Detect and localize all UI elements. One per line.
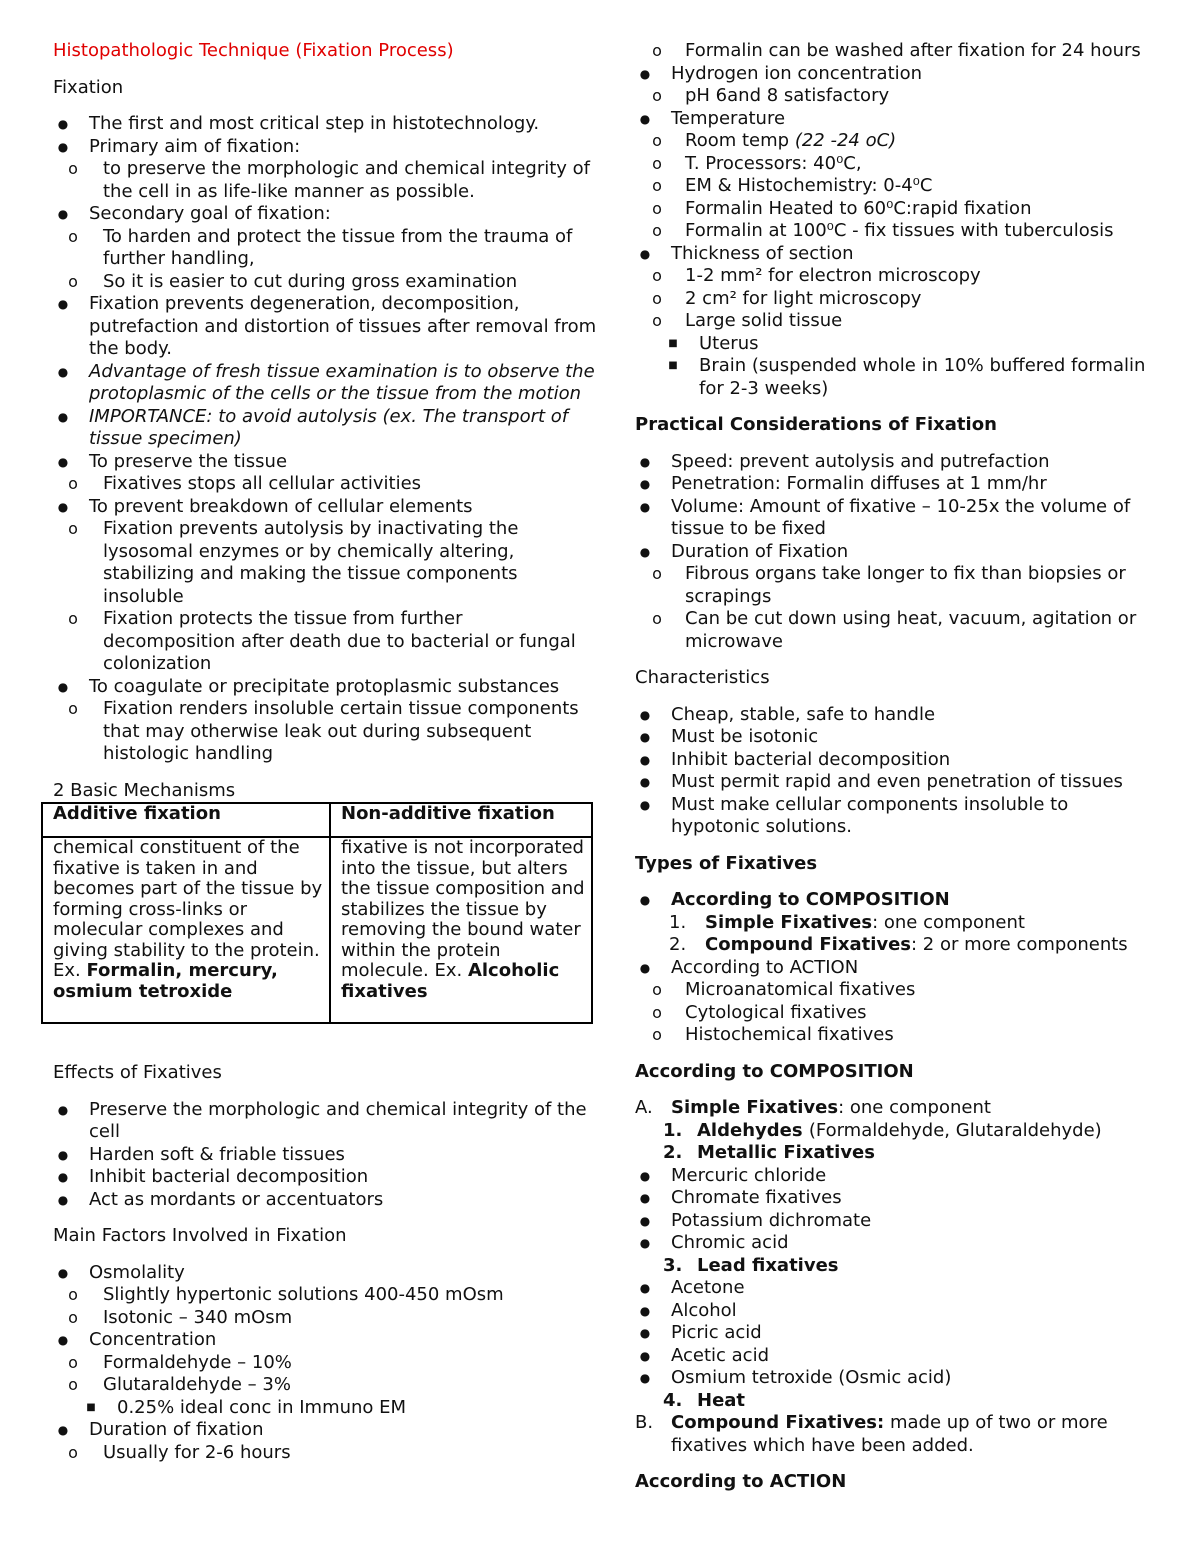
circle-bullet-icon: o bbox=[652, 131, 662, 150]
bullet-icon: ● bbox=[639, 246, 651, 261]
list-item bbox=[53, 203, 598, 226]
list-letter: B. bbox=[635, 1412, 654, 1433]
list-item bbox=[53, 676, 598, 699]
list-item bbox=[635, 355, 1155, 400]
circle-bullet-icon: o bbox=[68, 1285, 78, 1304]
list-item-text: Brain (suspended whole in 10% buffered formalin for 2-3 weeks) bbox=[699, 355, 1146, 399]
fixation-list bbox=[53, 113, 598, 766]
circle-bullet-icon: o bbox=[68, 474, 78, 493]
list-item bbox=[53, 608, 598, 676]
list-item-text: Fixation renders insoluble certain tissue components that may otherwise leak out during subsequent histologic handling bbox=[103, 698, 579, 764]
list-item-text: Temperature bbox=[671, 107, 786, 129]
list-number: 2. bbox=[663, 1142, 683, 1163]
circle-bullet-icon: o bbox=[652, 266, 662, 285]
right-column bbox=[635, 40, 1155, 1494]
list-item bbox=[53, 496, 598, 519]
list-item-text: Advantage of fresh tissue examination is to observe the protoplasmic of the cells or the tissue from the motion bbox=[89, 360, 595, 404]
bullet-icon: ● bbox=[57, 117, 69, 131]
list-item bbox=[635, 704, 1155, 727]
list-number: 2. bbox=[669, 934, 687, 955]
bullet-icon: ● bbox=[639, 707, 651, 722]
bullet-icon: ● bbox=[639, 893, 651, 907]
list-item-text: According to ACTION bbox=[671, 956, 859, 978]
circle-bullet-icon: o bbox=[68, 1442, 78, 1462]
list-item bbox=[635, 608, 1155, 653]
list-item bbox=[635, 175, 1155, 198]
list-item-text: Formaldehyde – 10% bbox=[103, 1351, 292, 1373]
circle-bullet-icon: o bbox=[68, 1307, 78, 1327]
circle-bullet-icon: o bbox=[68, 1352, 78, 1372]
list-item bbox=[53, 113, 598, 136]
bullet-icon: ● bbox=[57, 1423, 69, 1437]
factors-list-continued bbox=[635, 40, 1155, 400]
list-item bbox=[53, 1374, 598, 1397]
list-number: 1. bbox=[669, 911, 687, 933]
characteristics-heading: Characteristics bbox=[635, 667, 770, 688]
list-item bbox=[53, 293, 598, 361]
list-item-text: Speed: prevent autolysis and putrefaction bbox=[671, 450, 1050, 472]
bullet-icon: ● bbox=[639, 1348, 651, 1363]
bullet-icon: ● bbox=[57, 139, 69, 154]
list-item bbox=[635, 1255, 1155, 1278]
list-item bbox=[635, 333, 1155, 356]
cell-text: chemical constituent of the fixative is taken in and becomes part of the tissue by forming cross-links or molecular complexes and giving stability to the protein. Ex. bbox=[53, 837, 323, 981]
circle-bullet-icon: o bbox=[652, 153, 662, 173]
types-list bbox=[635, 889, 1155, 1047]
list-item bbox=[635, 198, 1155, 221]
list-item-text: Large solid tissue bbox=[685, 310, 843, 331]
composition-heading: According to COMPOSITION bbox=[635, 1060, 914, 1082]
bullet-icon: ● bbox=[639, 454, 651, 469]
practical-list bbox=[635, 451, 1155, 654]
circle-bullet-icon: o bbox=[652, 311, 662, 330]
list-item-text: 1-2 mm² for electron microscopy bbox=[685, 265, 981, 286]
circle-bullet-icon: o bbox=[652, 86, 662, 105]
bullet-icon: ● bbox=[57, 1192, 69, 1207]
circle-bullet-icon: o bbox=[652, 1025, 662, 1044]
characteristics-list bbox=[635, 704, 1155, 839]
list-item bbox=[53, 1307, 598, 1330]
list-letter: A. bbox=[635, 1097, 653, 1118]
table-header-row bbox=[42, 803, 592, 837]
list-item bbox=[635, 40, 1155, 63]
list-item-text: Cytological fixatives bbox=[685, 1001, 867, 1023]
list-item-text: Secondary goal of fixation: bbox=[89, 203, 331, 224]
list-item-text: Mercuric chloride bbox=[671, 1164, 827, 1186]
list-item bbox=[53, 698, 598, 766]
list-item bbox=[635, 541, 1155, 564]
circle-bullet-icon: o bbox=[68, 609, 78, 628]
bullet-icon: ● bbox=[639, 1213, 651, 1228]
bullet-icon: ● bbox=[57, 1170, 69, 1184]
list-item-text: Duration of Fixation bbox=[671, 540, 849, 562]
list-item bbox=[635, 912, 1155, 935]
square-bullet-icon: ■ bbox=[86, 1401, 96, 1413]
list-item-text: to preserve the morphologic and chemical integrity of the cell in as life-like manner as possible. bbox=[103, 158, 591, 202]
list-item bbox=[635, 1345, 1155, 1368]
list-item-text: To coagulate or precipitate protoplasmic substances bbox=[89, 675, 560, 697]
list-item-text: pH 6and 8 satisfactory bbox=[685, 85, 890, 106]
list-number: 4. bbox=[663, 1389, 683, 1411]
circle-bullet-icon: o bbox=[68, 226, 78, 246]
cell-text: fixative is not incorporated into the tissue, but alters the tissue composition and stabilizes the tissue by removing the bound water within the protein molecule. Ex. bbox=[341, 837, 585, 981]
list-item-text: : one component bbox=[872, 911, 1025, 933]
list-item bbox=[635, 1412, 1155, 1457]
list-item-text: Preserve the morphologic and chemical integrity of the cell bbox=[89, 1098, 587, 1142]
list-item-text: Must be isotonic bbox=[671, 726, 819, 747]
list-item bbox=[53, 451, 598, 474]
list-item-bold-text: Compound Fixatives bbox=[705, 934, 912, 955]
list-item-text: Room temp bbox=[685, 130, 790, 151]
list-item bbox=[635, 63, 1155, 86]
list-item bbox=[635, 153, 1155, 176]
list-item bbox=[635, 243, 1155, 266]
effects-list bbox=[53, 1099, 598, 1212]
list-item bbox=[635, 957, 1155, 980]
list-item-text: Fixation prevents degeneration, decomposition, putrefaction and distortion of tissues after removal from the body. bbox=[89, 293, 597, 359]
list-item-bold-text: Metallic Fixatives bbox=[697, 1142, 875, 1163]
list-item-text: Primary aim of fixation: bbox=[89, 135, 301, 157]
list-item-text: Inhibit bacterial decomposition bbox=[89, 1166, 369, 1187]
list-item-text: Uterus bbox=[699, 332, 759, 354]
bullet-icon: ● bbox=[57, 1102, 69, 1117]
factors-list bbox=[53, 1262, 598, 1465]
list-item bbox=[635, 794, 1155, 839]
table-cell bbox=[330, 837, 592, 1023]
list-item bbox=[635, 1300, 1155, 1323]
list-item-text: Volume: Amount of fixative – 10-25x the volume of tissue to be fixed bbox=[671, 495, 1131, 539]
list-item bbox=[635, 934, 1155, 957]
list-item bbox=[635, 563, 1155, 608]
list-item bbox=[635, 473, 1155, 496]
list-item-text: 0.25% ideal conc in Immuno EM bbox=[117, 1396, 407, 1418]
list-item bbox=[53, 1166, 598, 1189]
cell-bold-text: Formalin, mercury, osmium tetroxide bbox=[53, 960, 278, 1002]
square-bullet-icon: ■ bbox=[668, 360, 678, 371]
list-item bbox=[635, 310, 1155, 333]
list-item bbox=[635, 1024, 1155, 1047]
list-item-text: Usually for 2-6 hours bbox=[103, 1441, 291, 1463]
list-item bbox=[635, 1097, 1155, 1120]
mechanisms-table bbox=[41, 802, 593, 1024]
list-item-text: EM & Histochemistry: 0-4⁰C bbox=[685, 175, 933, 196]
list-item bbox=[635, 1187, 1155, 1210]
list-item-text: According to COMPOSITION bbox=[671, 889, 950, 910]
list-item-text: Act as mordants or accentuators bbox=[89, 1188, 384, 1210]
list-item-text: Potassium dichromate bbox=[671, 1209, 872, 1231]
list-item bbox=[53, 1352, 598, 1375]
bullet-icon: ● bbox=[639, 111, 651, 126]
list-item-text: Osmium tetroxide (Osmic acid) bbox=[671, 1367, 952, 1388]
list-item-bold-text: Compound Fixatives: bbox=[671, 1412, 885, 1433]
types-heading: Types of Fixatives bbox=[635, 852, 818, 874]
list-item bbox=[635, 771, 1155, 794]
list-item bbox=[635, 220, 1155, 243]
list-item bbox=[635, 108, 1155, 131]
list-item-bold-text: Aldehydes bbox=[697, 1119, 803, 1141]
list-number: 1. bbox=[663, 1119, 683, 1141]
list-item-text: Osmolality bbox=[89, 1261, 185, 1283]
bullet-icon: ● bbox=[57, 499, 69, 514]
circle-bullet-icon: o bbox=[652, 198, 662, 218]
bullet-icon: ● bbox=[639, 1191, 651, 1205]
bullet-icon: ● bbox=[57, 454, 69, 469]
list-item-text: (Formaldehyde, Glutaraldehyde) bbox=[808, 1119, 1102, 1141]
list-item bbox=[53, 1144, 598, 1167]
list-item bbox=[53, 226, 598, 271]
list-item bbox=[635, 130, 1155, 153]
list-item bbox=[635, 749, 1155, 772]
list-item bbox=[53, 158, 598, 203]
bullet-icon: ● bbox=[639, 797, 651, 812]
list-item-bold-text: Simple Fixatives bbox=[671, 1097, 839, 1118]
circle-bullet-icon: o bbox=[68, 699, 78, 718]
list-item bbox=[53, 1284, 598, 1307]
list-item-text: Fixatives stops all cellular activities bbox=[103, 473, 422, 494]
list-item-text: Chromate fixatives bbox=[671, 1187, 842, 1208]
list-item-bold-text: Lead fixatives bbox=[697, 1254, 839, 1276]
list-item bbox=[53, 406, 598, 451]
list-item-text: Formalin can be washed after fixation for 24 hours bbox=[685, 40, 1141, 61]
bullet-icon: ● bbox=[639, 775, 651, 789]
list-item bbox=[635, 85, 1155, 108]
mechanisms-heading: 2 Basic Mechanisms bbox=[53, 779, 236, 801]
list-item-text: Slightly hypertonic solutions 400-450 mOsm bbox=[103, 1284, 504, 1305]
table-row bbox=[42, 837, 592, 1023]
list-item-text: So it is easier to cut during gross examination bbox=[103, 270, 518, 292]
effects-heading: Effects of Fixatives bbox=[53, 1062, 222, 1083]
circle-bullet-icon: o bbox=[652, 41, 662, 60]
list-item bbox=[53, 1397, 598, 1420]
list-item-text: made up of two or more fixatives which have been added. bbox=[671, 1412, 1108, 1456]
cell-bold-text: Alcoholic fixatives bbox=[341, 960, 560, 1002]
bullet-icon: ● bbox=[57, 207, 69, 221]
list-item bbox=[635, 1277, 1155, 1300]
list-item-text: Inhibit bacterial decomposition bbox=[671, 748, 951, 770]
bullet-icon: ● bbox=[639, 960, 651, 975]
list-item bbox=[635, 1120, 1155, 1143]
list-item-text: The first and most critical step in histotechnology. bbox=[89, 113, 540, 134]
list-item bbox=[53, 136, 598, 159]
circle-bullet-icon: o bbox=[68, 1375, 78, 1394]
list-item-text: Alcohol bbox=[671, 1299, 737, 1321]
bullet-icon: ● bbox=[639, 477, 651, 491]
list-item bbox=[635, 889, 1155, 912]
list-item-text: Concentration bbox=[89, 1329, 217, 1350]
list-item-text: To prevent breakdown of cellular elements bbox=[89, 495, 473, 517]
list-item-text: Penetration: Formalin diffuses at 1 mm/hr bbox=[671, 473, 1047, 494]
bullet-icon: ● bbox=[57, 297, 69, 311]
list-item bbox=[635, 496, 1155, 541]
circle-bullet-icon: o bbox=[652, 221, 662, 240]
list-item-text: Formalin Heated to 60⁰C:rapid fixation bbox=[685, 197, 1032, 219]
list-item-text: To harden and protect the tissue from the trauma of further handling, bbox=[103, 225, 573, 269]
list-number: 3. bbox=[663, 1254, 683, 1276]
list-item-text: Duration of fixation bbox=[89, 1419, 264, 1440]
list-item-text: Glutaraldehyde – 3% bbox=[103, 1374, 291, 1395]
list-item bbox=[53, 361, 598, 406]
list-item bbox=[53, 1099, 598, 1144]
circle-bullet-icon: o bbox=[652, 564, 662, 583]
list-item bbox=[635, 265, 1155, 288]
list-item bbox=[53, 1189, 598, 1212]
list-item bbox=[635, 1367, 1155, 1390]
table-header-cell: Non-additive fixation bbox=[330, 803, 592, 837]
bullet-icon: ● bbox=[57, 1147, 69, 1162]
bullet-icon: ● bbox=[57, 364, 69, 379]
list-item-text: Must permit rapid and even penetration of tissues bbox=[671, 771, 1123, 792]
list-item-text: Acetic acid bbox=[671, 1344, 769, 1366]
list-item bbox=[635, 1165, 1155, 1188]
list-item-text: IMPORTANCE: to avoid autolysis (ex. The transport of tissue specimen) bbox=[89, 405, 569, 449]
list-item-text: Fibrous organs take longer to fix than biopsies or scrapings bbox=[685, 563, 1126, 607]
document-title: Histopathologic Technique (Fixation Process) bbox=[53, 40, 454, 61]
square-bullet-icon: ■ bbox=[668, 337, 678, 349]
list-item bbox=[635, 726, 1155, 749]
list-item bbox=[635, 979, 1155, 1002]
list-item-text: Thickness of section bbox=[671, 242, 854, 264]
bullet-icon: ● bbox=[639, 1281, 651, 1295]
list-item-text: Must make cellular components insoluble to hypotonic solutions. bbox=[671, 793, 1069, 837]
composition-list bbox=[635, 1097, 1155, 1457]
list-item-bold-text: Heat bbox=[697, 1389, 746, 1411]
left-column bbox=[53, 40, 598, 1464]
list-item-text: Formalin at 100⁰C - fix tissues with tuberculosis bbox=[685, 220, 1114, 241]
list-item-text: To preserve the tissue bbox=[89, 450, 288, 472]
circle-bullet-icon: o bbox=[652, 1002, 662, 1022]
bullet-icon: ● bbox=[639, 66, 651, 81]
bullet-icon: ● bbox=[639, 544, 651, 559]
bullet-icon: ● bbox=[639, 1371, 651, 1385]
bullet-icon: ● bbox=[639, 730, 651, 744]
list-item-text: Can be cut down using heat, vacuum, agitation or microwave bbox=[685, 608, 1137, 652]
fixation-heading: Fixation bbox=[53, 76, 124, 98]
circle-bullet-icon: o bbox=[652, 609, 662, 628]
list-item bbox=[635, 1210, 1155, 1233]
list-item-text: Fixation protects the tissue from further decomposition after death due to bacterial or fungal colonization bbox=[103, 608, 576, 674]
bullet-icon: ● bbox=[639, 499, 651, 514]
list-item-italic-text: (22 -24 oC) bbox=[794, 130, 897, 151]
list-item bbox=[53, 271, 598, 294]
list-item-text: Fixation prevents autolysis by inactivating the lysosomal enzymes or by chemically altering, stabilizing and making the tissue components insoluble bbox=[103, 518, 519, 607]
list-item-bold-text: Simple Fixatives bbox=[705, 911, 873, 933]
list-item bbox=[53, 1442, 598, 1465]
list-item-text: Hydrogen ion concentration bbox=[671, 62, 923, 84]
list-item-text: Picric acid bbox=[671, 1322, 762, 1343]
list-item-text: : one component bbox=[838, 1097, 991, 1118]
table-header-cell: Additive fixation bbox=[42, 803, 330, 837]
list-item-text: T. Processors: 40⁰C, bbox=[685, 152, 862, 174]
action-heading: According to ACTION bbox=[635, 1471, 847, 1492]
bullet-icon: ● bbox=[639, 1303, 651, 1318]
circle-bullet-icon: o bbox=[652, 176, 662, 195]
list-item bbox=[53, 1262, 598, 1285]
list-item-text: Microanatomical fixatives bbox=[685, 979, 916, 1000]
bullet-icon: ● bbox=[639, 752, 651, 767]
list-item bbox=[53, 473, 598, 496]
list-item bbox=[53, 1419, 598, 1442]
bullet-icon: ● bbox=[639, 1168, 651, 1183]
list-item bbox=[635, 1322, 1155, 1345]
circle-bullet-icon: o bbox=[68, 519, 78, 538]
list-item-text: Harden soft & friable tissues bbox=[89, 1143, 345, 1165]
table-cell bbox=[42, 837, 330, 1023]
factors-heading: Main Factors Involved in Fixation bbox=[53, 1225, 347, 1246]
list-item bbox=[635, 288, 1155, 311]
circle-bullet-icon: o bbox=[652, 980, 662, 999]
list-item bbox=[635, 1390, 1155, 1413]
circle-bullet-icon: o bbox=[652, 288, 662, 308]
bullet-icon: ● bbox=[639, 1236, 651, 1250]
circle-bullet-icon: o bbox=[68, 271, 78, 291]
bullet-icon: ● bbox=[639, 1326, 651, 1340]
circle-bullet-icon: o bbox=[68, 159, 78, 178]
list-item-text: Acetone bbox=[671, 1277, 745, 1298]
list-item bbox=[635, 1142, 1155, 1165]
list-item bbox=[53, 518, 598, 608]
practical-heading: Practical Considerations of Fixation bbox=[635, 414, 997, 435]
list-item-text: 2 cm² for light microscopy bbox=[685, 287, 922, 309]
list-item-text: Isotonic – 340 mOsm bbox=[103, 1306, 293, 1328]
list-item bbox=[53, 1329, 598, 1352]
bullet-icon: ● bbox=[57, 1333, 69, 1347]
list-item-text: Histochemical fixatives bbox=[685, 1024, 894, 1045]
bullet-icon: ● bbox=[57, 679, 69, 694]
list-item-text: : 2 or more components bbox=[911, 934, 1128, 955]
bullet-icon: ● bbox=[57, 1265, 69, 1280]
list-item bbox=[635, 1232, 1155, 1255]
list-item bbox=[635, 451, 1155, 474]
list-item-text: Cheap, stable, safe to handle bbox=[671, 703, 936, 725]
bullet-icon: ● bbox=[57, 409, 69, 424]
list-item-text: Chromic acid bbox=[671, 1232, 789, 1253]
list-item bbox=[635, 1002, 1155, 1025]
